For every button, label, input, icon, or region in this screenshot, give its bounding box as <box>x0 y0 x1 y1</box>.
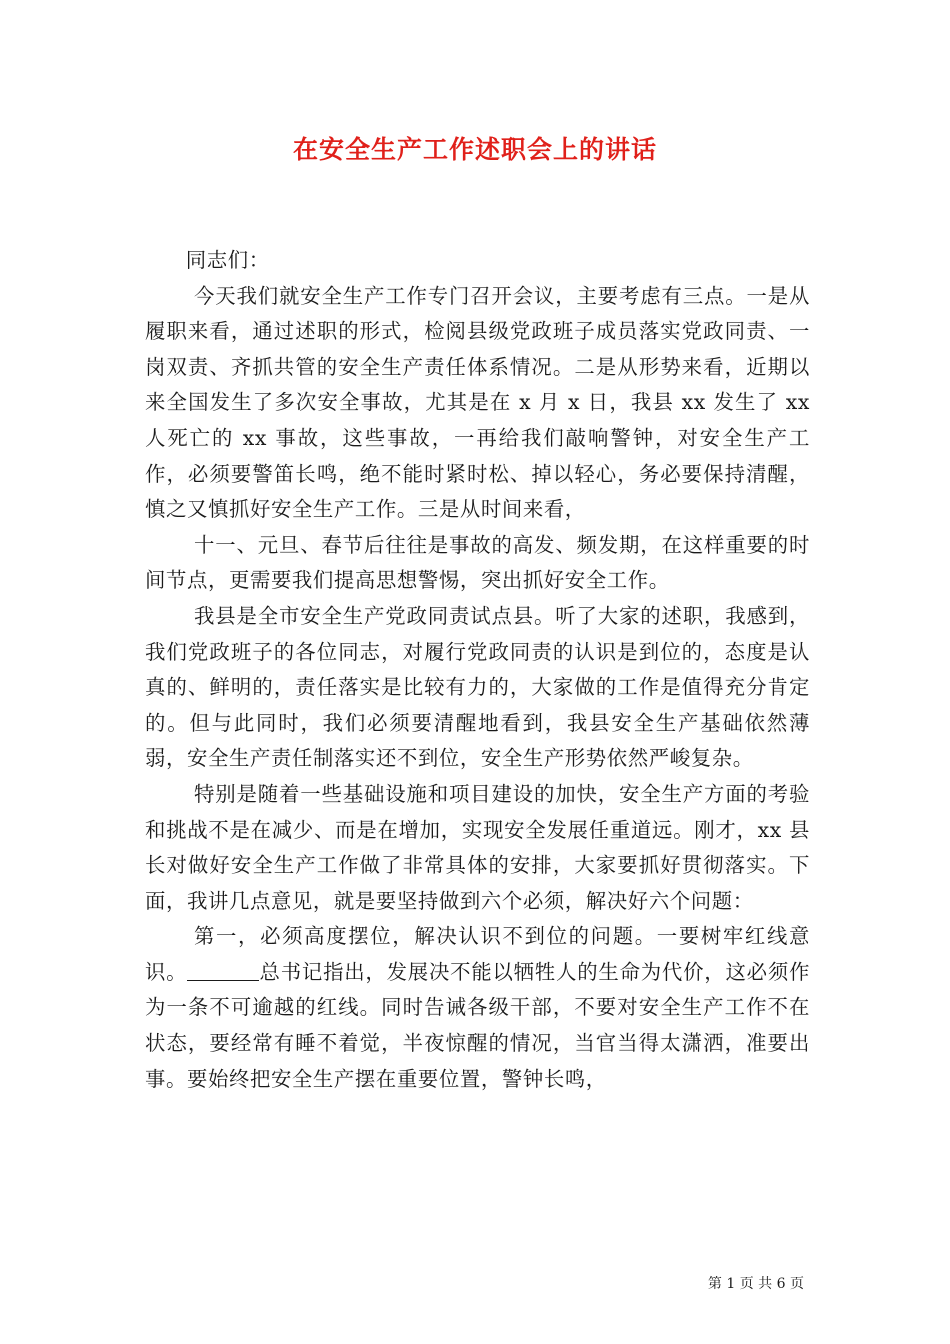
document-body <box>145 243 810 1097</box>
document-title: 在安全生产工作述职会上的讲话 <box>292 135 657 164</box>
page-number: 第 1 页 共 6 页 <box>707 1276 804 1292</box>
paragraph-text: 第一，必须高度摆位，解决认识不到位的问题。一要树牢红线意识。 <box>145 924 810 984</box>
paragraph: 我县是全市安全生产党政同责试点县。听了大家的述职，我感到，我们党政班子的各位同志，对履行党政同责的认识是到位的，态度是认真的、鲜明的，责任落实是比较有力的，大家做的工作是值得充分肯定的。但与此同时，我们必须要清醒地看到，我县安全生产基础依然薄弱，安全生产责任制落实还不到位，安全生产形势依然严峻复杂。 <box>145 603 810 771</box>
blank-underline <box>187 959 259 980</box>
paragraph: 今天我们就安全生产工作专门召开会议，主要考虑有三点。一是从履职来看，通过述职的形式，检阅县级党政班子成员落实党政同责、一岗双责、齐抓共管的安全生产责任体系情况。二是从形势来看，近期以来全国发生了多次安全事故，尤其是在 x 月 x 日，我县 xx 发生了 xx 人死亡的 xx 事故，这些事故，一再给我们敲响警钟，对安全生产工作，必须要警笛长鸣，绝不能时紧时松、掉以轻心，务必要保持清醒，慎之又慎抓好安全生产工作。三是从时间来看， <box>145 283 810 522</box>
paragraph: 十一、元旦、春节后往往是事故的高发、频发期，在这样重要的时间节点，更需要我们提高思想警惕，突出抓好安全工作。 <box>145 532 810 593</box>
paragraph: 特别是随着一些基础设施和项目建设的加快，安全生产方面的考验和挑战不是在减少、而是在增加，实现安全发展任重道远。刚才，xx 县长对做好安全生产工作做了非常具体的安排，大家要抓好贯彻落实。下面，我讲几点意见，就是要坚持做到六个必须，解决好六个问题： <box>145 781 810 913</box>
salutation: 同志们： <box>185 248 270 272</box>
paragraph <box>145 919 810 1097</box>
paragraph-text: 总书记指出，发展决不能以牺牲人的生命为代价，这必须作为一条不可逾越的红线。同时告诫各级干部，不要对安全生产工作不在状态，要经常有睡不着觉，半夜惊醒的情况，当官当得太潇洒，准要出事。要始终把安全生产摆在重要位置，警钟长鸣， <box>145 959 810 1091</box>
